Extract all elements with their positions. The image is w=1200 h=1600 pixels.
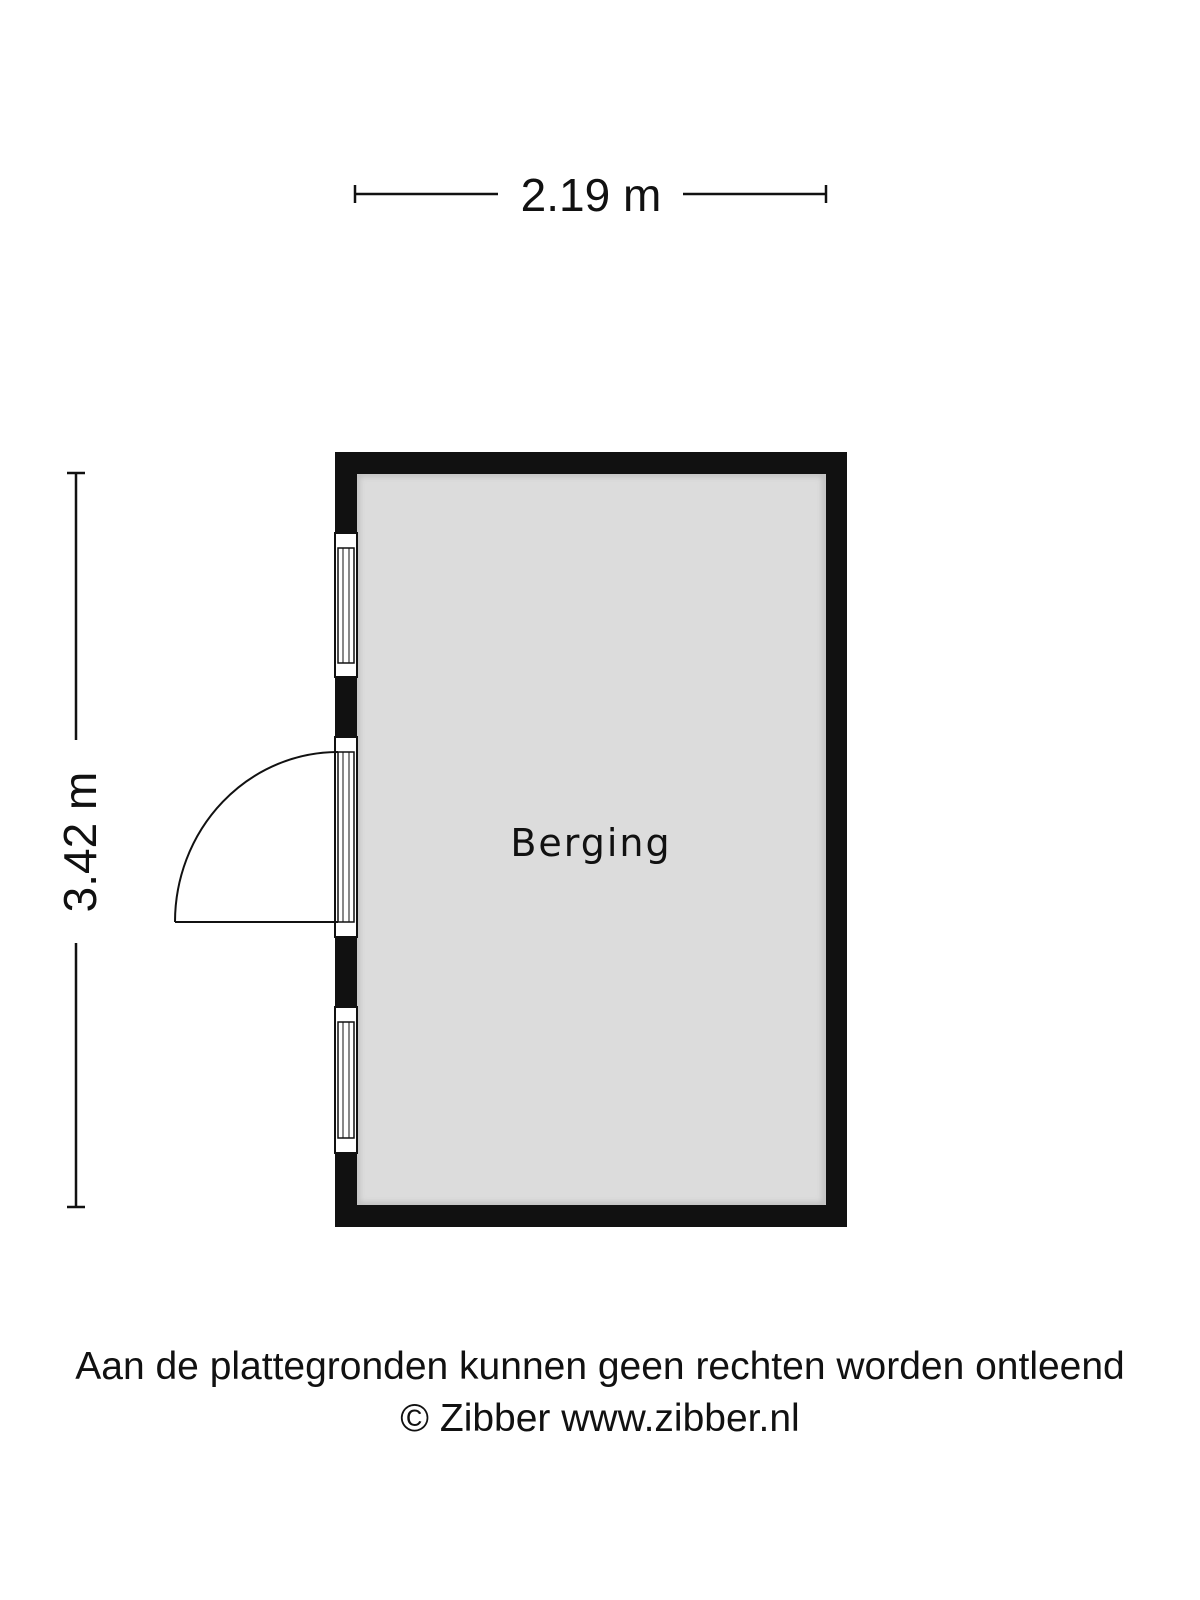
width-label: 2.19 m [520, 169, 662, 221]
height-dimension [54, 473, 106, 1207]
door-opening [335, 737, 357, 937]
wall-right [826, 452, 847, 1227]
window-lower [335, 1007, 357, 1153]
room-label: Berging [510, 821, 672, 865]
width-dimension [355, 169, 826, 221]
wall-left-bottom [335, 1153, 357, 1227]
wall-left-top [335, 452, 357, 533]
disclaimer-text: Aan de plattegronden kunnen geen rechten worden ontleend [75, 1345, 1125, 1388]
wall-left-pier-1 [335, 677, 357, 737]
window-upper [335, 533, 357, 677]
copyright-text: © Zibber www.zibber.nl [400, 1397, 800, 1440]
wall-bottom [335, 1205, 847, 1227]
door-swing [175, 752, 338, 922]
wall-left-pier-2 [335, 937, 357, 1007]
wall-top [335, 452, 847, 474]
height-label: 3.42 m [54, 771, 106, 913]
